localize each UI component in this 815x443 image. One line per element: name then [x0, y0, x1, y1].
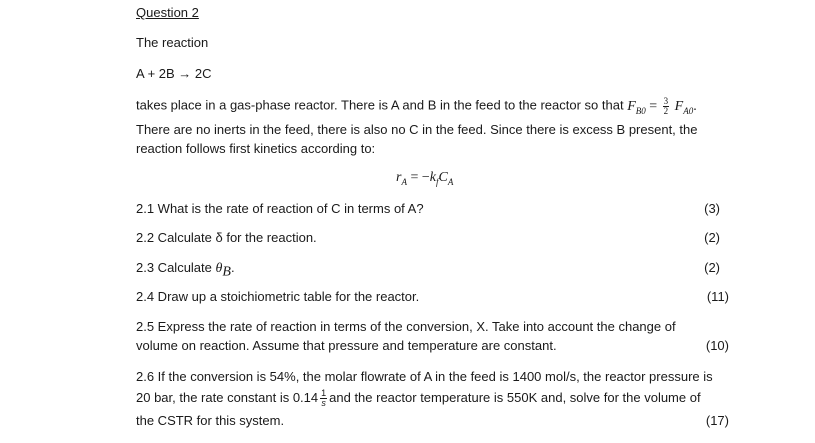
paragraph-text: takes place in a gas-phase reactor. There is A and B in the feed to the reactor so that	[136, 97, 624, 113]
fraction: $\frac{1}{s}$	[321, 388, 327, 408]
question-2-6-line-3: the CSTR for this system.	[136, 413, 285, 428]
marks-2-1: (3)	[704, 201, 720, 216]
paragraph-line-2: There are no inerts in the feed, there is also no C in the feed. Since there is excess B present, the	[136, 122, 698, 137]
feed-relation: $F_{B0}$ = $\frac{3}{2}$ $F_{A0}$.	[627, 96, 697, 116]
question-heading: Question 2	[136, 5, 199, 20]
paragraph-line-1	[136, 97, 697, 116]
marks-2-2: (2)	[704, 230, 720, 245]
marks-2-3: (2)	[704, 260, 720, 275]
fraction: $\frac{3}{2}$	[663, 96, 669, 116]
question-2-2: 2.2 Calculate δ for the reaction.	[136, 230, 317, 245]
question-2-6-line-2: 20 bar, the rate constant is 0.14 $\frac{1}{s}$ and the reactor temperature is 550K and, solve for the volume of	[136, 388, 701, 408]
question-2-4: 2.4 Draw up a stoichiometric table for the reactor.	[136, 289, 420, 304]
paragraph-line-3: reaction follows first kinetics according to:	[136, 141, 376, 156]
rate-law-equation: $r_A = -k_fC_A$	[396, 170, 454, 187]
question-2-5-line-1: 2.5 Express the rate of reaction in terms of the conversion, X. Take into account the change of	[136, 319, 676, 334]
reaction-equation: A + 2B → 2C	[136, 66, 212, 81]
marks-2-4: (11)	[706, 289, 729, 304]
question-2-5-line-2: volume on reaction. Assume that pressure and temperature are constant.	[136, 338, 557, 353]
intro-text: The reaction	[136, 35, 209, 50]
question-2-1: 2.1 What is the rate of reaction of C in terms of A?	[136, 201, 424, 216]
marks-2-6: (17)	[705, 413, 729, 428]
question-2-6-line-1: 2.6 If the conversion is 54%, the molar flowrate of A in the feed is 1400 mol/s, the reactor pressure is	[136, 369, 713, 384]
marks-2-5: (10)	[705, 338, 729, 353]
question-2-3: 2.3 Calculate $\theta_B$.	[136, 260, 235, 280]
